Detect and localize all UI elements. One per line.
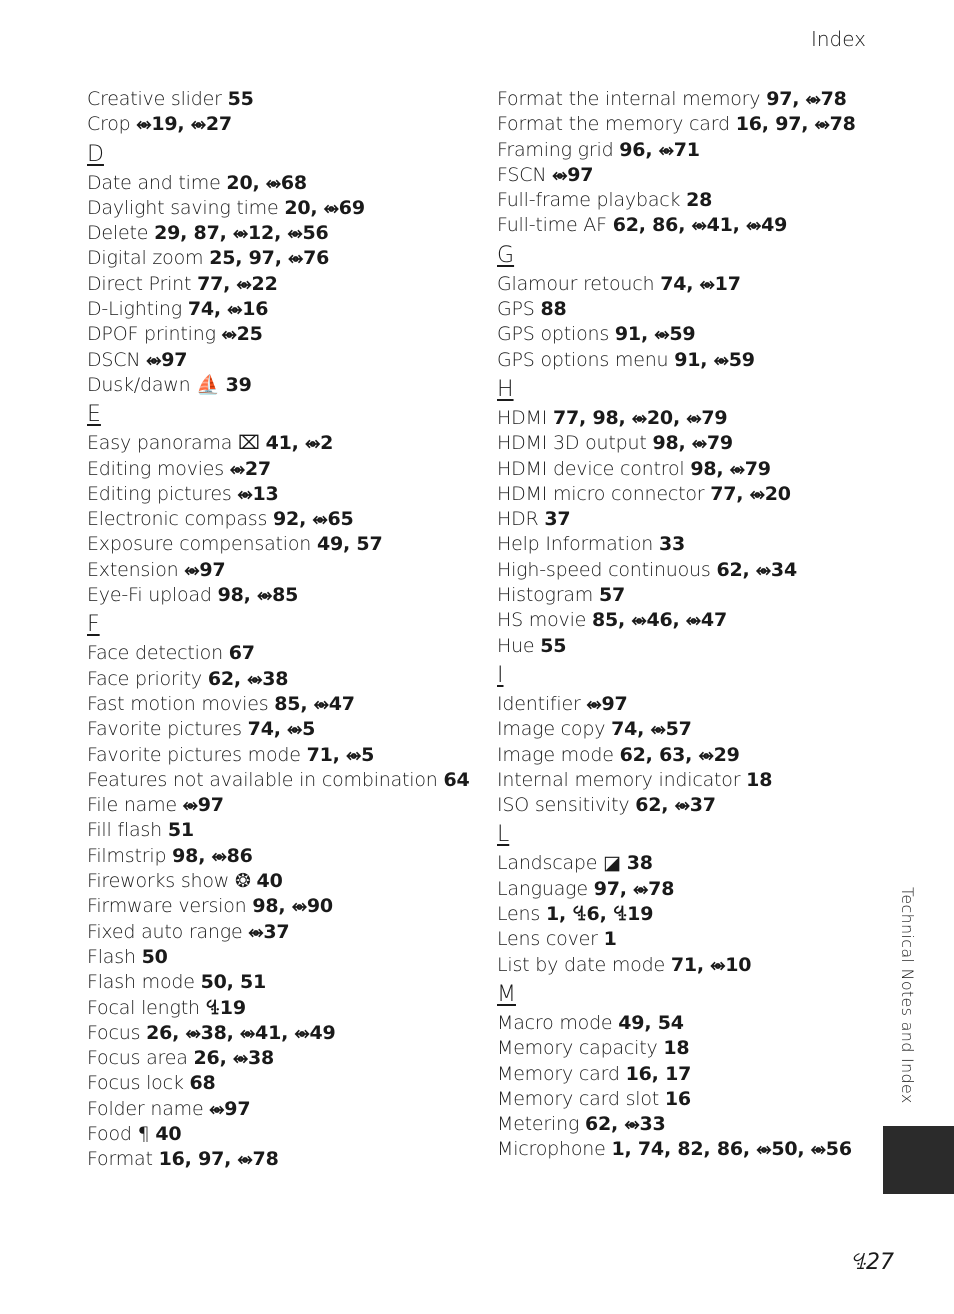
index-entry-pages: 50 [141, 945, 168, 968]
index-entry [497, 112, 887, 137]
index-entry-pages: 98, ⥈90 [252, 895, 333, 918]
index-entry-pages: 97, ⥈78 [593, 877, 675, 900]
index-entry-term: HDMI device control [497, 457, 685, 480]
index-entry [497, 348, 887, 373]
index-entry-term: Focal length [87, 996, 200, 1019]
index-entry-pages: 74, ⥈5 [247, 718, 316, 741]
index-entry-pages: 74, ⥈57 [611, 718, 692, 741]
index-entry [497, 1137, 887, 1162]
index-entry-term: Focus [87, 1021, 141, 1044]
index-entry [497, 457, 887, 482]
index-entry-pages: 91, ⥈59 [674, 348, 755, 371]
index-entry-term: Landscape ◪ [497, 852, 621, 875]
index-entry-term: HDMI micro connector [497, 482, 705, 505]
index-entry-term: Memory card slot [497, 1087, 660, 1110]
index-entry-pages: 25, 97, ⥈76 [209, 247, 330, 270]
index-entry [87, 348, 487, 373]
index-letter-heading: F [87, 612, 100, 638]
index-entry-term: Dusk/dawn ⛵ [87, 373, 220, 396]
index-entry-pages: 49, 54 [618, 1011, 684, 1034]
index-entry-pages: 97, ⥈78 [766, 88, 847, 110]
section-tab [883, 1126, 954, 1194]
index-entry-pages: ⥈13 [237, 482, 279, 505]
index-entry-pages: 1, 74, 82, 86, ⥈50, ⥈56 [611, 1138, 852, 1161]
index-entry [497, 1062, 887, 1087]
index-entry-pages: 85, ⥈46, ⥈47 [591, 609, 727, 632]
index-entry-pages: ⥈97 [209, 1097, 251, 1120]
index-entry-pages: 38 [626, 852, 653, 875]
index-entry-term: Electronic compass [87, 508, 268, 531]
index-entry [87, 1147, 487, 1172]
index-entry-pages: 49, 57 [316, 533, 383, 556]
index-entry-term: File name [87, 794, 177, 817]
index-entry-pages: 67 [228, 642, 255, 665]
index-entry-term: DSCN [87, 348, 141, 371]
index-entry-term: Filmstrip [87, 844, 167, 867]
index-entry-pages: 51 [167, 819, 194, 842]
index-entry [497, 87, 887, 112]
index-entry-pages: ⥈37 [248, 920, 290, 943]
index-entry [87, 373, 487, 398]
index-entry [87, 996, 487, 1021]
index-entry [87, 246, 487, 271]
page-number: ꔈ27 [849, 1250, 894, 1275]
index-entry [87, 87, 487, 112]
index-entry [87, 272, 487, 297]
index-entry [497, 1011, 887, 1036]
index-entry-term: Favorite pictures [87, 718, 242, 741]
index-entry-term: Digital zoom [87, 247, 204, 270]
index-entry-pages: 62, ⥈33 [585, 1113, 666, 1136]
index-entry [497, 717, 887, 742]
index-entry [497, 138, 887, 163]
index-entry-term: High-speed continuous [497, 558, 711, 581]
index-entry-term: DPOF printing [87, 323, 216, 346]
index-entry [497, 1036, 887, 1061]
index-entry [497, 213, 887, 238]
index-entry-pages: 18 [663, 1037, 690, 1060]
index-entry [497, 322, 887, 347]
index-entry-pages: 55 [227, 88, 254, 110]
index-entry-pages: 33 [658, 533, 686, 556]
index-entry [87, 692, 487, 717]
index-entry-term: Image mode [497, 743, 614, 766]
index-entry [497, 406, 887, 431]
index-entry-term: Hue [497, 634, 535, 657]
index-entry-term: Lens [497, 903, 541, 926]
index-entry-pages: 77, ⥈22 [197, 272, 278, 295]
index-entry-term: Face priority [87, 667, 202, 690]
index-entry-pages: 71, ⥈10 [670, 953, 752, 976]
index-entry-term: Fixed auto range [87, 920, 243, 943]
index-entry-term: Microphone [497, 1138, 606, 1161]
index-entry [497, 482, 887, 507]
index-entry-term: Easy panorama ⌧ [87, 432, 260, 455]
index-entry-pages: 77, ⥈20 [710, 482, 791, 505]
index-entry-pages: 62, 63, ⥈29 [619, 743, 740, 766]
index-entry [87, 196, 487, 221]
index-entry-term: List by date mode [497, 953, 665, 976]
index-entry [87, 667, 487, 692]
index-entry [87, 894, 487, 919]
index-entry [497, 793, 887, 818]
index-entry [87, 221, 487, 246]
index-entry-term: Memory capacity [497, 1037, 658, 1060]
index-entry-pages: 62, 86, ⥈41, ⥈49 [612, 214, 788, 237]
index-entry-pages: 91, ⥈59 [614, 323, 696, 346]
index-entry-term: Macro mode [497, 1011, 613, 1034]
index-entry [497, 583, 887, 608]
index-entry-pages: 96, ⥈71 [619, 138, 700, 161]
index-entry-pages: 74, ⥈17 [660, 272, 741, 295]
index-entry-term: Full-frame playback [497, 189, 681, 212]
index-entry-pages: ⥈97 [182, 794, 224, 817]
index-entry-term: Date and time [87, 171, 221, 194]
index-entry [497, 188, 887, 213]
index-entry [497, 272, 887, 297]
index-entry-term: Format [87, 1148, 153, 1171]
index-letter-heading: H [497, 376, 514, 402]
index-entry [87, 869, 487, 894]
index-entry-pages: 62, ⥈38 [207, 667, 289, 690]
index-entry-term: Flash mode [87, 971, 195, 994]
index-entry-pages: ⥈27 [229, 457, 271, 480]
index-entry-term: HDMI [497, 406, 548, 429]
index-entry-term: Exposure compensation [87, 533, 312, 556]
index-entry-pages: ⥈97 [184, 558, 226, 581]
index-entry-term: Editing pictures [87, 482, 232, 505]
index-entry-term: ISO sensitivity [497, 794, 630, 817]
index-entry-pages: 29, 87, ⥈12, ⥈56 [154, 222, 329, 245]
index-entry [497, 768, 887, 793]
index-entry-pages: 26, ⥈38, ⥈41, ⥈49 [146, 1021, 336, 1044]
index-entry [497, 163, 887, 188]
index-entry-pages: 16, 17 [625, 1062, 692, 1085]
index-entry-pages: 18 [746, 768, 773, 791]
index-entry [87, 970, 487, 995]
index-entry-pages: 64 [443, 768, 470, 791]
index-entry-term: Flash [87, 945, 136, 968]
index-entry [87, 558, 487, 583]
index-entry-term: Full-time AF [497, 214, 607, 237]
index-entry-pages: 98, ⥈86 [172, 844, 253, 867]
index-entry-term: Format the internal memory [497, 88, 761, 110]
index-entry-term: Features not available in combination [87, 768, 438, 791]
index-entry-pages: 85, ⥈47 [274, 692, 355, 715]
index-entry [87, 1122, 487, 1147]
index-entry [87, 717, 487, 742]
index-entry-term: Firmware version [87, 895, 247, 918]
index-entry [87, 1097, 487, 1122]
index-entry-pages: 77, 98, ⥈20, ⥈79 [552, 406, 728, 429]
index-entry [87, 1021, 487, 1046]
index-entry-pages: 98, ⥈79 [690, 457, 771, 480]
index-entry [497, 902, 887, 927]
index-letter-heading: G [497, 242, 515, 268]
index-entry-term: Fill flash [87, 819, 162, 842]
index-entry [87, 920, 487, 945]
index-entry-term: Format the memory card [497, 113, 730, 136]
index-entry-pages: 88 [540, 298, 567, 321]
index-entry-term: GPS options [497, 323, 610, 346]
index-entry-term: Metering [497, 1113, 580, 1136]
index-entry-term: Direct Print [87, 272, 192, 295]
index-entry-pages: 98, ⥈79 [652, 432, 733, 455]
index-entry-pages: 1 [603, 928, 617, 951]
index-entry-term: Daylight saving time [87, 196, 279, 219]
index-entry-term: Folder name [87, 1097, 204, 1120]
index-entry-term: Creative slider [87, 88, 222, 110]
index-entry-pages: 68 [189, 1072, 216, 1095]
index-column-left [87, 87, 487, 1173]
index-entry-pages: 40 [155, 1122, 182, 1145]
index-entry-pages: 92, ⥈65 [273, 508, 354, 531]
index-entry [497, 431, 887, 456]
index-entry-term: Face detection [87, 642, 223, 665]
index-entry-pages: 71, ⥈5 [306, 743, 375, 766]
index-entry [87, 322, 487, 347]
index-entry-term: Internal memory indicator [497, 768, 741, 791]
index-letter-heading: M [497, 981, 516, 1007]
index-entry-pages: ⥈19, ⥈27 [136, 113, 232, 136]
index-entry [497, 851, 887, 876]
index-entry-term: Focus area [87, 1047, 188, 1070]
index-entry [497, 558, 887, 583]
index-entry [87, 431, 487, 456]
index-entry-pages: ⥈97 [586, 692, 628, 715]
index-entry [497, 507, 887, 532]
index-entry [87, 945, 487, 970]
index-entry [497, 1087, 887, 1112]
index-entry [87, 743, 487, 768]
index-entry [87, 1071, 487, 1096]
index-entry-term: Histogram [497, 584, 594, 607]
index-entry-pages: 20, ⥈69 [284, 196, 365, 219]
index-entry-term: Image copy [497, 718, 606, 741]
index-entry [87, 844, 487, 869]
index-entry-term: Delete [87, 222, 149, 245]
index-entry [87, 818, 487, 843]
page-header-title: Index [810, 27, 866, 51]
index-entry [497, 953, 887, 978]
section-side-label: Technical Notes and Index [898, 887, 917, 1104]
index-entry-term: Framing grid [497, 138, 614, 161]
index-entry-term: Crop [87, 113, 131, 136]
index-column-right [497, 87, 887, 1163]
index-entry-pages: ⥈97 [552, 163, 594, 186]
index-letter-heading: L [497, 822, 510, 848]
index-entry-pages: 26, ⥈38 [193, 1047, 275, 1070]
index-entry-pages: 16, 97, ⥈78 [158, 1148, 279, 1171]
index-entry [497, 877, 887, 902]
index-entry-term: HDR [497, 508, 539, 531]
index-entry-term: Fireworks show ❂ [87, 870, 251, 893]
index-entry-pages: 41, ⥈2 [265, 432, 334, 455]
index-entry [87, 482, 487, 507]
index-entry-term: Memory card [497, 1062, 620, 1085]
index-entry-pages: 1, ꔈ6, ꔈ19 [545, 903, 654, 926]
index-entry-term: Lens cover [497, 928, 598, 951]
index-entry [87, 532, 487, 557]
index-entry-pages: 57 [598, 584, 625, 607]
index-entry-term: Editing movies [87, 457, 225, 480]
index-entry-pages: 16, 97, ⥈78 [735, 113, 856, 136]
index-entry-pages: 74, ⥈16 [187, 298, 269, 321]
index-entry [87, 1046, 487, 1071]
index-entry [87, 112, 487, 137]
index-entry-pages: 39 [225, 373, 252, 396]
index-entry [497, 1112, 887, 1137]
index-entry-pages: 50, 51 [200, 971, 267, 994]
index-entry-term: GPS [497, 298, 535, 321]
index-entry [87, 641, 487, 666]
index-entry [87, 171, 487, 196]
index-entry-term: Extension [87, 558, 179, 581]
index-letter-heading: E [87, 402, 101, 428]
index-entry-term: Language [497, 877, 588, 900]
index-entry [497, 634, 887, 659]
index-entry [87, 297, 487, 322]
index-entry-pages: 40 [256, 870, 283, 893]
index-entry-term: D-Lighting [87, 298, 182, 321]
index-entry [497, 532, 887, 557]
index-entry-term: FSCN [497, 163, 547, 186]
index-entry-pages: 55 [540, 634, 567, 657]
index-entry-pages: ⥈25 [221, 323, 263, 346]
index-entry-term: Fast motion movies [87, 692, 269, 715]
index-entry-term: GPS options menu [497, 348, 669, 371]
index-entry-term: HDMI 3D output [497, 432, 647, 455]
index-entry-term: Glamour retouch [497, 272, 655, 295]
index-entry [87, 457, 487, 482]
index-entry [87, 793, 487, 818]
index-entry-term: Identifier [497, 692, 581, 715]
index-entry [497, 608, 887, 633]
index-entry-pages: 20, ⥈68 [226, 171, 307, 194]
index-entry-pages: ⥈97 [146, 348, 188, 371]
index-entry [497, 692, 887, 717]
index-entry-term: Focus lock [87, 1072, 184, 1095]
index-entry [87, 768, 487, 793]
index-entry [497, 927, 887, 952]
index-entry [497, 297, 887, 322]
index-entry-pages: 37 [544, 508, 571, 531]
index-entry-term: Favorite pictures mode [87, 743, 301, 766]
index-letter-heading: I [497, 662, 504, 688]
index-entry [497, 743, 887, 768]
index-entry-term: Food ¶ [87, 1122, 150, 1145]
index-entry-term: Eye-Fi upload [87, 584, 212, 607]
index-entry-pages: 28 [686, 189, 713, 212]
index-entry-pages: 62, ⥈34 [716, 558, 797, 581]
index-entry-pages: 16 [664, 1087, 691, 1110]
index-entry-term: HS movie [497, 609, 587, 632]
index-entry-pages: 98, ⥈85 [217, 584, 299, 607]
index-letter-heading: D [87, 141, 104, 167]
index-entry-term: Help Information [497, 533, 654, 556]
index-entry-pages: ꔈ19 [205, 996, 246, 1019]
index-entry [87, 507, 487, 532]
index-entry-pages: 62, ⥈37 [635, 794, 716, 817]
index-entry [87, 583, 487, 608]
